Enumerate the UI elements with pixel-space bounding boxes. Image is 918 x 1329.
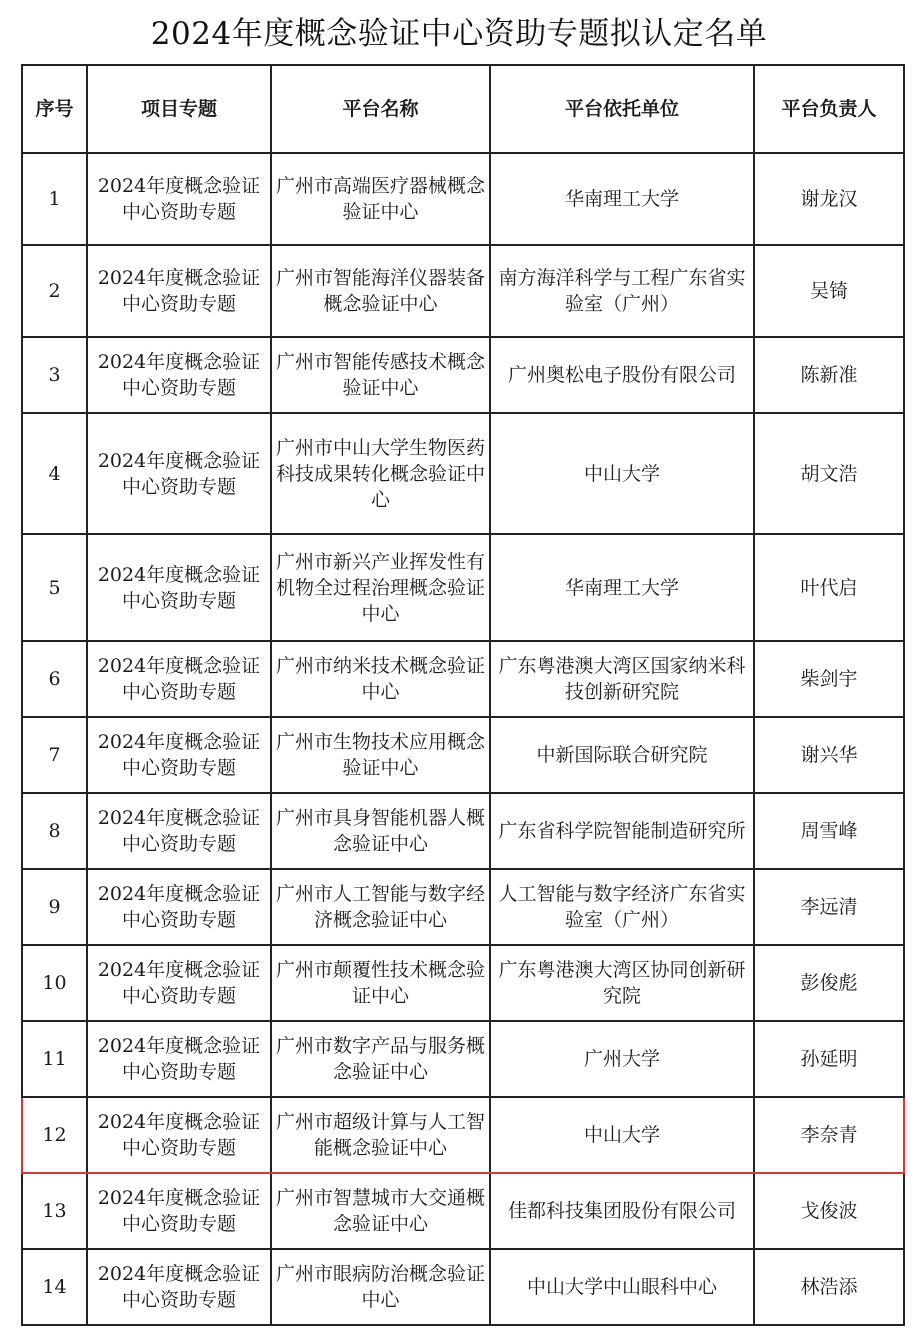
- row-topic: 2024年度概念验证中心资助专题: [87, 793, 271, 869]
- table-row: [22, 413, 904, 534]
- row-lead: 叶代启: [754, 534, 904, 641]
- table-row: [22, 153, 904, 245]
- row-platform: 广州市数字产品与服务概念验证中心: [271, 1021, 490, 1097]
- row-platform: 广州市眼病防治概念验证中心: [271, 1249, 490, 1325]
- row-topic: 2024年度概念验证中心资助专题: [87, 717, 271, 793]
- row-number: 9: [22, 869, 87, 945]
- row-platform: 广州市高端医疗器械概念验证中心: [271, 153, 490, 245]
- row-platform: 广州市智能传感技术概念验证中心: [271, 337, 490, 413]
- row-number: 5: [22, 534, 87, 641]
- row-number: 4: [22, 413, 87, 534]
- table-row: [22, 945, 904, 1021]
- row-topic: 2024年度概念验证中心资助专题: [87, 1021, 271, 1097]
- row-number: 11: [22, 1021, 87, 1097]
- row-platform: 广州市中山大学生物医药科技成果转化概念验证中心: [271, 413, 490, 534]
- row-unit: 华南理工大学: [490, 153, 754, 245]
- row-number: 7: [22, 717, 87, 793]
- table-row: [22, 793, 904, 869]
- row-lead: 谢兴华: [754, 717, 904, 793]
- row-topic: 2024年度概念验证中心资助专题: [87, 945, 271, 1021]
- column-header-no: 序号: [22, 65, 87, 153]
- row-platform: 广州市超级计算与人工智能概念验证中心: [271, 1097, 490, 1173]
- row-platform: 广州市颠覆性技术概念验证中心: [271, 945, 490, 1021]
- row-platform: 广州市智慧城市大交通概念验证中心: [271, 1173, 490, 1249]
- row-topic: 2024年度概念验证中心资助专题: [87, 641, 271, 717]
- table-row: [22, 1173, 904, 1249]
- row-unit: 广州奥松电子股份有限公司: [490, 337, 754, 413]
- row-lead: 李远清: [754, 869, 904, 945]
- column-header-unit: 平台依托单位: [490, 65, 754, 153]
- row-unit: 广东省科学院智能制造研究所: [490, 793, 754, 869]
- row-number: 10: [22, 945, 87, 1021]
- table-row: [22, 337, 904, 413]
- column-header-topic: 项目专题: [87, 65, 271, 153]
- row-platform: 广州市新兴产业挥发性有机物全过程治理概念验证中心: [271, 534, 490, 641]
- column-header-lead: 平台负责人: [754, 65, 904, 153]
- row-number: 8: [22, 793, 87, 869]
- row-topic: 2024年度概念验证中心资助专题: [87, 1097, 271, 1173]
- table-row: [22, 717, 904, 793]
- row-lead: 吴锜: [754, 245, 904, 337]
- column-header-platform: 平台名称: [271, 65, 490, 153]
- row-unit: 广东粤港澳大湾区协同创新研究院: [490, 945, 754, 1021]
- row-platform: 广州市智能海洋仪器装备概念验证中心: [271, 245, 490, 337]
- row-unit: 中山大学中山眼科中心: [490, 1249, 754, 1325]
- row-lead: 谢龙汉: [754, 153, 904, 245]
- row-lead: 李奈青: [754, 1097, 904, 1173]
- table-header-row: [22, 65, 904, 153]
- row-unit: 人工智能与数字经济广东省实验室（广州）: [490, 869, 754, 945]
- row-lead: 彭俊彪: [754, 945, 904, 1021]
- row-topic: 2024年度概念验证中心资助专题: [87, 153, 271, 245]
- row-topic: 2024年度概念验证中心资助专题: [87, 245, 271, 337]
- row-unit: 中新国际联合研究院: [490, 717, 754, 793]
- row-number: 12: [22, 1097, 87, 1173]
- row-topic: 2024年度概念验证中心资助专题: [87, 534, 271, 641]
- row-lead: 孙延明: [754, 1021, 904, 1097]
- table-row-highlighted: [22, 1097, 904, 1173]
- row-number: 1: [22, 153, 87, 245]
- row-platform: 广州市生物技术应用概念验证中心: [271, 717, 490, 793]
- row-topic: 2024年度概念验证中心资助专题: [87, 337, 271, 413]
- table-row: [22, 641, 904, 717]
- row-unit: 佳都科技集团股份有限公司: [490, 1173, 754, 1249]
- row-lead: 胡文浩: [754, 413, 904, 534]
- row-lead: 林浩添: [754, 1249, 904, 1325]
- table-row: [22, 869, 904, 945]
- row-unit: 南方海洋科学与工程广东省实验室（广州）: [490, 245, 754, 337]
- row-number: 14: [22, 1249, 87, 1325]
- table-row: [22, 534, 904, 641]
- row-number: 13: [22, 1173, 87, 1249]
- row-unit: 中山大学: [490, 1097, 754, 1173]
- table-row: [22, 1249, 904, 1325]
- row-unit: 广州大学: [490, 1021, 754, 1097]
- row-topic: 2024年度概念验证中心资助专题: [87, 413, 271, 534]
- row-lead: 周雪峰: [754, 793, 904, 869]
- row-platform: 广州市人工智能与数字经济概念验证中心: [271, 869, 490, 945]
- row-unit: 广东粤港澳大湾区国家纳米科技创新研究院: [490, 641, 754, 717]
- row-topic: 2024年度概念验证中心资助专题: [87, 1173, 271, 1249]
- row-unit: 华南理工大学: [490, 534, 754, 641]
- row-platform: 广州市纳米技术概念验证中心: [271, 641, 490, 717]
- row-number: 2: [22, 245, 87, 337]
- row-lead: 陈新准: [754, 337, 904, 413]
- row-lead: 戈俊波: [754, 1173, 904, 1249]
- row-unit: 中山大学: [490, 413, 754, 534]
- row-number: 3: [22, 337, 87, 413]
- row-number: 6: [22, 641, 87, 717]
- table-row: [22, 245, 904, 337]
- row-platform: 广州市具身智能机器人概念验证中心: [271, 793, 490, 869]
- page-title: 2024年度概念验证中心资助专题拟认定名单: [150, 16, 768, 52]
- row-topic: 2024年度概念验证中心资助专题: [87, 869, 271, 945]
- approval-list-table: [21, 64, 905, 1326]
- row-lead: 柴剑宇: [754, 641, 904, 717]
- table-row: [22, 1021, 904, 1097]
- row-topic: 2024年度概念验证中心资助专题: [87, 1249, 271, 1325]
